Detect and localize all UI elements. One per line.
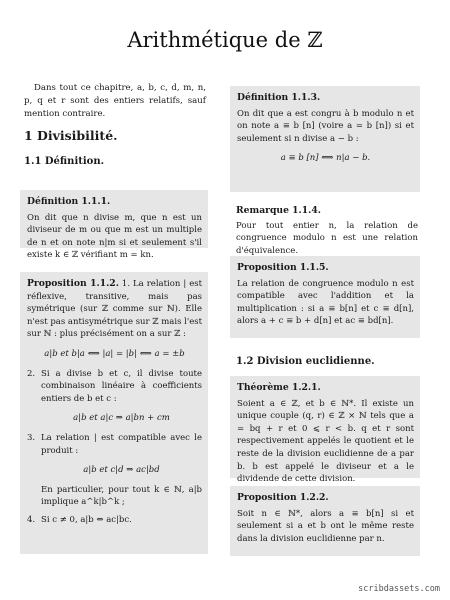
theorem-1-2-1-box <box>230 376 420 485</box>
remark-1-1-4-title: Remarque 1.1.4. <box>236 205 321 216</box>
remark-1-1-4-text: Pour tout entier n, la relation de congruence modulo n est une relation d'équivalence. <box>236 220 418 256</box>
subsection-heading-division-euclidienne: 1.2 Division euclidienne. <box>236 356 375 367</box>
remark-1-1-4 <box>236 205 418 257</box>
proposition-1-1-2-item4-text: Si c ≠ 0, a|b ⇔ ac|bc. <box>41 514 132 525</box>
page-title: Arithmétique de ℤ <box>127 28 323 52</box>
proposition-1-1-5-box <box>230 256 420 338</box>
definition-1-1-1-text: On dit que n divise m, que n est un diviseur de m ou que m est un multiple de n et on note n|m si et seulement s'il existe k ∈ ℤ vérifiant m = kn. <box>27 212 202 261</box>
proposition-1-1-2-item2-num: 2. <box>27 368 36 379</box>
proposition-1-1-2-item3-text: La relation | est compatible avec le produit : <box>41 432 202 456</box>
theorem-1-2-1-title: Théorème 1.2.1. <box>237 382 321 393</box>
proposition-1-1-2-item2-math: a|b et a|c ⇒ a|bn + cm <box>73 413 170 424</box>
intro-paragraph: Dans tout ce chapitre, a, b, c, d, m, n, p, q et r sont des entiers relatifs, sauf mention contraire. <box>24 83 206 119</box>
proposition-1-1-2-item3 <box>27 432 202 509</box>
watermark-footer: scribdassets.com <box>358 584 440 594</box>
theorem-1-2-1-text: Soient a ∈ ℤ, et b ∈ ℕ*. Il existe un unique couple (q, r) ∈ ℤ × ℕ tels que a = bq + r et 0 ⩽ r < b. q et r sont respectivement appelés le quotient et le reste de la division euclidienne de a par b. b est appelé le diviseur et a le dividende de cette division. <box>237 398 414 485</box>
proposition-1-1-2-item3-extra: En particulier, pour tout k ∈ ℕ, a|b implique a^k|b^k ; <box>41 484 202 508</box>
proposition-1-1-2-item3-math: a|b et c|d ⇒ ac|bd <box>83 465 160 476</box>
subsection-heading-definition: 1.1 Définition. <box>24 156 105 167</box>
proposition-1-1-2-item1-num: 1. <box>121 279 131 289</box>
definition-1-1-1-title: Définition 1.1.1. <box>27 196 111 207</box>
definition-1-1-1-box <box>20 190 208 261</box>
definition-1-1-3-title: Définition 1.1.3. <box>237 92 321 103</box>
section-heading-divisibilite: 1 Divisibilité. <box>24 128 118 143</box>
proposition-1-1-2-item4 <box>27 514 202 527</box>
proposition-1-1-2-item4-num: 4. <box>27 514 36 525</box>
proposition-1-1-2-item1-text: La relation | est réflexive, transitive, mais pas symétrique (sur ℤ comme sur ℕ). Elle n'est pas antisymétrique sur ℤ mais l'est sur ℕ : plus précisément on a sur ℤ : <box>27 279 203 340</box>
proposition-1-1-2-item2 <box>27 368 202 425</box>
proposition-1-1-2-item3-num: 3. <box>27 432 36 443</box>
proposition-1-2-2-text: Soit n ∈ ℕ*, alors a ≡ b[n] si et seulement si a et b ont le même reste dans la division euclidienne par n. <box>237 508 414 544</box>
proposition-1-1-2-item2-text: Si a divise b et c, il divise toute combinaison linéaire à coefficients entiers de b et c : <box>41 368 202 404</box>
proposition-1-1-5-text: La relation de congruence modulo n est compatible avec l'addition et la multiplication : si a ≡ b[n] et c ≡ d[n], alors a + c ≡ b + d[n] et ac ≡ bd[n]. <box>237 278 414 327</box>
proposition-1-2-2-box <box>230 486 420 556</box>
proposition-1-1-2-item1-math: a|b et b|a ⟺ |a| = |b| ⟺ a = ±b <box>44 348 185 359</box>
proposition-1-1-2-box <box>20 272 208 554</box>
proposition-1-1-2-title: Proposition 1.1.2. <box>27 278 119 289</box>
proposition-1-1-5-title: Proposition 1.1.5. <box>237 262 329 273</box>
definition-1-1-3-text: On dit que a est congru à b modulo n et on note a ≡ b [n] (voire a = b [n]) si et seulement si n divise a − b : <box>237 108 414 144</box>
definition-1-1-3-box <box>230 86 420 192</box>
proposition-1-2-2-title: Proposition 1.2.2. <box>237 492 329 503</box>
definition-1-1-3-math: a ≡ b [n] ⟺ n|a − b. <box>280 153 371 164</box>
